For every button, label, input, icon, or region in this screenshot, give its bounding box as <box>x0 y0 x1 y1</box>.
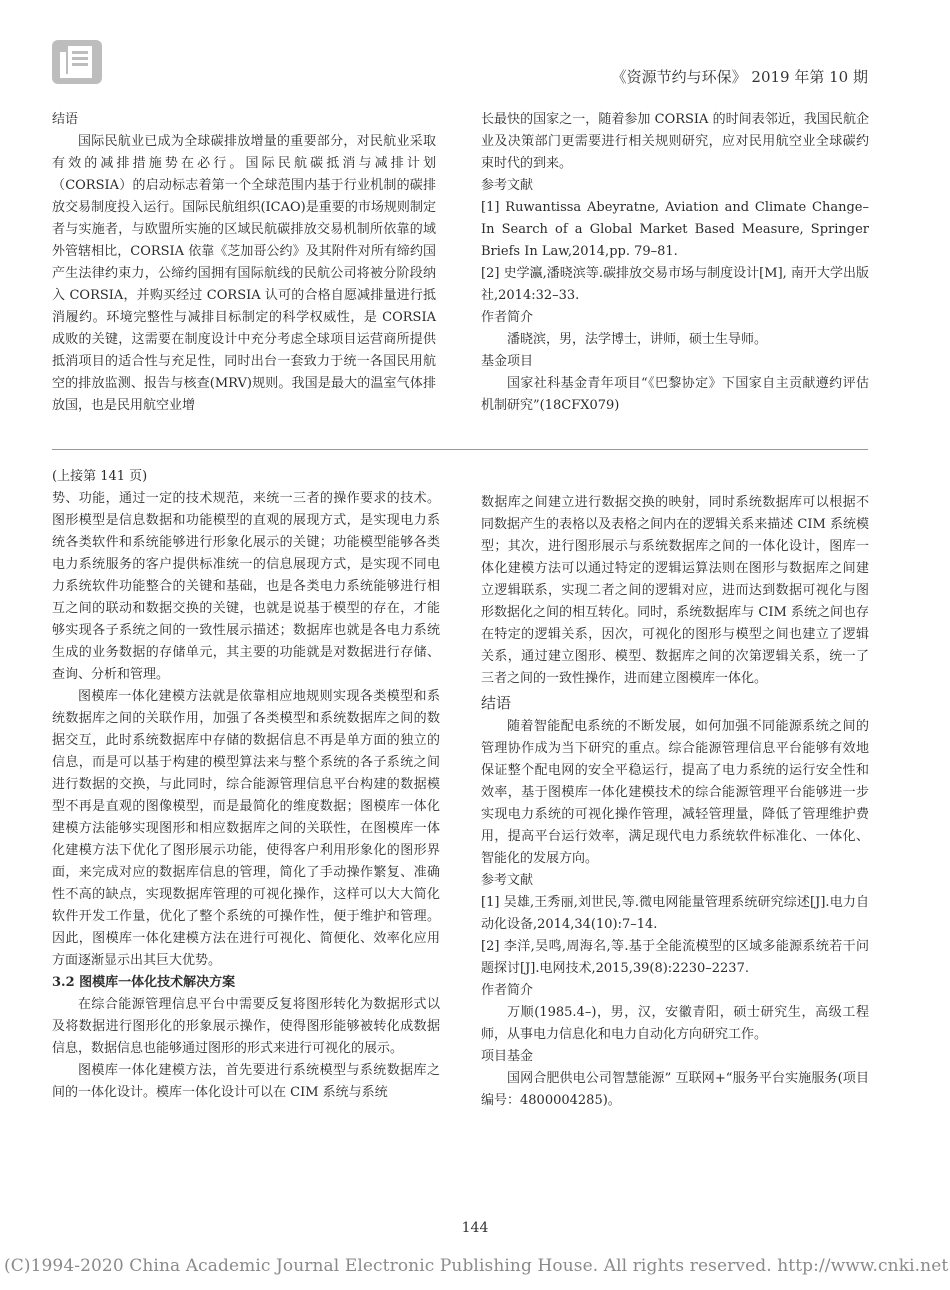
copyright-line: (C)1994-2020 China Academic Journal Electronic Publishing House. All rights reserved. http://www.cnki.net <box>4 1256 949 1276</box>
paragraph: 潘晓滨，男，法学博士，讲师，硕士生导师。 <box>507 332 768 347</box>
reference-entry: [2] 李洋,吴鸣,周海名,等.基于全能流模型的区域多能源系统若干问题探讨[J].电网技术,2015,39(8):2230–2237. <box>481 939 869 976</box>
section-divider <box>52 449 868 450</box>
section-heading: 参考文献 <box>481 873 534 888</box>
section-heading: (上接第 141 页) <box>52 469 148 484</box>
paragraph: 随着智能配电系统的不断发展，如何加强不同能源系统之间的管理协作成为当下研究的重点。综合能源管理信息平台能够有效地保证整个配电网的安全平稳运行，提高了电力系统的运行安全性和效率，基于图模库一体化建模技术的综合能源管理平台能够进一步实现电力系统的可视化操作管理，减轻管理量，降低了管理维护费用，提高平台运行效率，满足现代电力系统软件标准化、一体化、智能化的发展方向。 <box>481 719 869 866</box>
bottom-right-column <box>481 492 869 1112</box>
section-heading: 项目基金 <box>481 1049 534 1064</box>
paragraph: 数据库之间建立进行数据交换的映射，同时系统数据库可以根据不同数据产生的表格以及表格之间内在的逻辑关系来描述 CIM 系统模型；其次，进行图形展示与系统数据库之间的一体化设计，图库一体化建模方法可以通过特定的逻辑运算法则在图形与数据库之间建立逻辑联系，实现二者之间的逻辑对应，进而达到数据可视化与图形数据化之间的相互转化。同时，系统数据库与 CIM 系统之间也存在特定的逻辑关系，因次，可视化的图形与模型之间也建立了逻辑关系，通过建立图形、模型、数据库之间的次第逻辑关系，统一了三者之间的一致性操作，进而建立图模库一体化。 <box>481 495 869 686</box>
section-heading: 结语 <box>481 694 512 712</box>
section-heading: 基金项目 <box>481 354 534 369</box>
paragraph: 万顺(1985.4–)，男，汉，安徽青阳，硕士研究生，高级工程师，从事电力信息化和电力自动化方向研究工作。 <box>481 1005 869 1042</box>
paragraph: 国际民航业已成为全球碳排放增量的重要部分，对民航业采取有效的减排措施势在必行。国际民航碳抵消与减排计划（CORSIA）的启动标志着第一个全球范围内基于行业机制的碳排放交易制度投入运行。国际民航组织(ICAO)是重要的市场规则制定者与实施者，与欧盟所实施的区域民航碳排放交易机制所依靠的域外管辖相比，CORSIA 依靠《芝加哥公约》及其附件对所有缔约国产生法律约束力，公缔约国拥有国际航线的民航公司将被分阶段纳入 CORSIA，并购买经过 CORSIA 认可的合格自愿减排量进行抵消履约。环境完整性与减排目标制定的科学权威性，是 CORSIA 成败的关键，这需要在制度设计中充分考虑全球项目运营商所提供抵消项目的适合性与充足性，同时出台一套致力于统一各国民用航空的排放监测、报告与核查(MRV)规则。我国是最大的温室气体排放国，也是民用航空业增 <box>52 134 436 413</box>
section-heading: 参考文献 <box>481 178 534 193</box>
subsection-heading: 3.2 图模库一体化技术解决方案 <box>52 975 236 990</box>
top-right-column <box>481 109 869 417</box>
journal-issue-header: 《资源节约与环保》 2019 年第 10 期 <box>611 68 868 86</box>
paragraph: 国网合肥供电公司智慧能源” 互联网+“服务平台实施服务(项目编号：4800004285)。 <box>481 1071 869 1108</box>
reference-entry: [1] 吴雄,王秀丽,刘世民,等.微电网能量管理系统研究综述[J].电力自动化设备,2014,34(10):7–14. <box>481 895 869 932</box>
reference-entry: [1] Ruwantissa Abeyratne, Aviation and Climate Change–In Search of a Global Market Based Measure, Springer Briefs In Law,2014,pp. 79–81. <box>481 200 869 259</box>
page-number: 144 <box>461 1220 489 1236</box>
paragraph: 在综合能源管理信息平台中需要反复将图形转化为数据形式以及将数据进行图形化的形象展示操作，使得图形能够被转化成数据信息，数据信息也能够通过图形的形式来进行可视化的展示。 <box>52 997 440 1056</box>
paragraph: 国家社科基金青年项目“《巴黎协定》下国家自主贡献遵约评估机制研究”(18CFX079) <box>481 376 869 413</box>
reference-entry: [2] 史学瀛,潘晓滨等.碳排放交易市场与制度设计[M], 南开大学出版社,2014:32–33. <box>481 266 869 303</box>
section-heading: 作者简介 <box>481 983 534 998</box>
paragraph: 图模库一体化建模方法，首先要进行系统模型与系统数据库之间的一体化设计。模库一体化设计可以在 CIM 系统与系统 <box>52 1063 440 1100</box>
bottom-left-column <box>52 466 440 1104</box>
journal-logo-icon <box>52 40 102 84</box>
paragraph: 势、功能，通过一定的技术规范，来统一三者的操作要求的技术。图形模型是信息数据和功能模型的直观的展现方式，是实现电力系统各类软件和系统能够进行形象化展示的关键；功能模型能够各类电力系统服务的客户提供标准统一的信息展现方式，是实现不同电力系统软件功能整合的关键和基础，也是各类电力系统能够进行相互之间的联动和数据交换的关键，也就是说基于模型的存在，才能够实现各子系统之间的一致性展示描述；数据库也就是各电力系统生成的业务数据的存储单元，其主要的功能就是对数据进行存储、查询、分析和管理。 <box>52 491 440 682</box>
section-heading: 结语 <box>52 112 79 127</box>
paragraph: 长最快的国家之一，随着参加 CORSIA 的时间表邻近，我国民航企业及决策部门更需要进行相关规则研究，应对民用航空业全球碳约束时代的到来。 <box>481 112 869 171</box>
top-left-column <box>52 109 436 417</box>
paragraph: 图模库一体化建模方法就是依靠相应地规则实现各类模型和系统数据库之间的关联作用，加强了各类模型和系统数据库之间的数据交互，此时系统数据库中存储的数据信息不再是单方面的独立的信息，而是可以基于构建的模型算法来与整个系统的各子系统之间进行数据的交换，与此同时，综合能源管理信息平台构建的数据模型不再是直观的图像模型，而是最简化的维度数据；图模库一体化建模方法能够实现图形和相应数据库之间的关联性，在图模库一体化建模方法下优化了图形展示功能，使得客户利用形象化的图形界面，来完成对应的数据库信息的管理，简化了手动操作繁复、准确性不高的缺点，实现数据库管理的可视化操作，这样可以大大简化软件开发工作量，优化了整个系统的可操作性，便于维护和管理。因此，图模库一体化建模方法在进行可视化、简便化、效率化应用方面逐渐显示出其巨大优势。 <box>52 689 440 968</box>
section-heading: 作者简介 <box>481 310 534 325</box>
